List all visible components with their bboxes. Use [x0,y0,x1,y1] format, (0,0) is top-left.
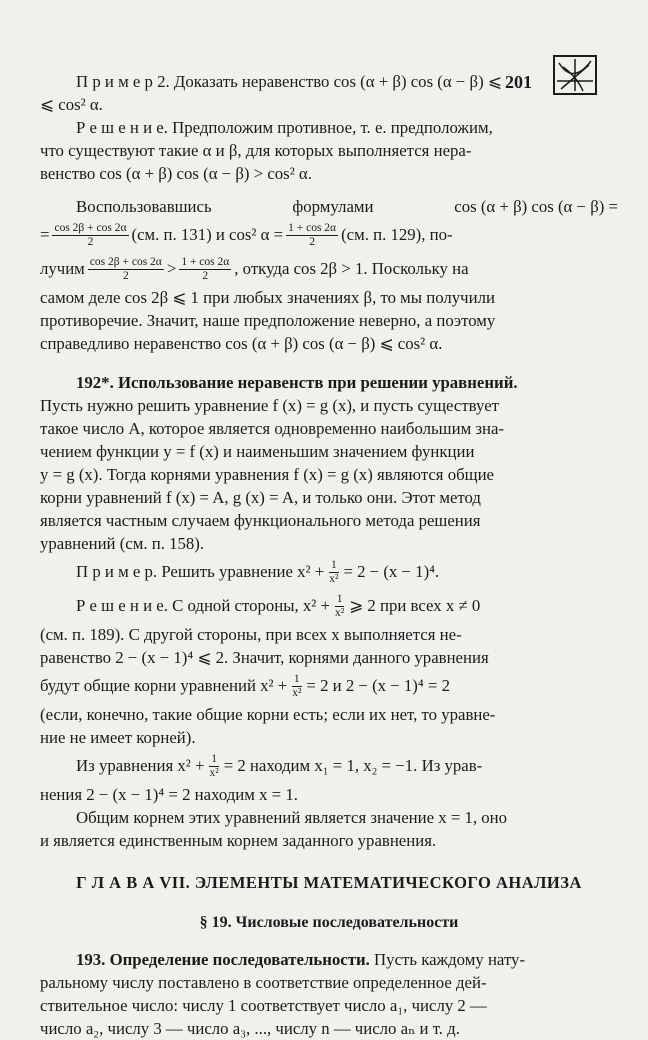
solution-2-line-3: равенство 2 − (x − 1)⁴ ⩽ 2. Значит, корнями данного уравнения [40,648,489,667]
fraction-4: $\frac{1 + \cos 2\alpha}{2}$ [181,255,230,282]
solution-1-line-6: справедливо неравенство cos (α + β) cos (α − β) ⩽ cos² α. [40,334,443,353]
fraction-8: $\frac{1}{\text{x²}}$ [209,752,219,779]
conclusion-line-1: Общим корнем этих уравнений является значение x = 1, оно [76,808,508,827]
solution-1-line-4: самом деле cos 2β ⩽ 1 при любых значениях β, то мы получили [40,288,495,307]
fraction-1: $\frac{\cos 2\beta + \cos 2\alpha}{2}$ [54,221,127,248]
fraction-7: $\frac{1}{\text{x²}}$ [292,672,302,699]
solution-2-line-2: (см. п. 189). С другой стороны, при всех x выполняется не- [40,625,462,644]
fraction-3: $\frac{\cos 2\beta + \cos 2\alpha}{2}$ [89,255,162,282]
solution-2-line-7: Из уравнения x² + $\frac{1}{\text{x²}}$ = 2 находим x₁ = 1, x₂ = −1. Из урав- [76,752,483,779]
section-193-line-4: число a₂, числу 3 — число a₃, ..., числу n — число aₙ и т. д. [40,1019,460,1038]
example-2-line: П р и м е р. Решить уравнение x² + $\frac{1}{\text{x²}}$ = 2 − (x − 1)⁴. [76,558,440,585]
formula-intro-line [40,195,618,218]
section-192-line-6: является частным случаем функционального метода решения [40,511,481,530]
solution-2-line-4: будут общие корни уравнений x² + $\frac{1}{\text{x²}}$ = 2 и 2 − (x − 1)⁴ = 2 [40,672,450,699]
solution-1-line-3: венство cos (α + β) cos (α − β) > cos² α. [40,164,312,183]
formula-intro-expr: cos (α + β) cos (α − β) = [454,197,618,216]
fraction-2: $\frac{1 + \cos 2\alpha}{2}$ [288,221,337,248]
section-193-line-3: ствительное число: числу 1 соответствует число a₁, числу 2 — [40,996,487,1015]
section-192-heading: 192*. Использование неравенств при решении уравнений. [76,373,518,392]
solution-2-line-6: ние не имеет корней). [40,728,196,747]
example-1-line-2: ⩽ cos² α. [40,95,103,114]
solution-2-line-5: (если, конечно, такие общие корни есть; если их нет, то уравне- [40,705,496,724]
section-193-heading: 193. Определение последовательности. [76,950,370,969]
example-1-line-1: П р и м е р 2. Доказать неравенство cos (α + β) cos (α − β) ⩽ [76,72,502,91]
section-192-line-4: y = g (x). Тогда корнями уравнения f (x) = g (x) являются общие [40,465,494,484]
formula-intro-word-1: Воспользовавшись [76,197,212,216]
solution-2-line-8: нения 2 − (x − 1)⁴ = 2 находим x = 1. [40,785,298,804]
formula-line-1: = $\frac{\cos 2\beta + \cos 2\alpha}{2}$ (см. п. 131) и cos² α = $\frac{1 + \cos 2\alpha}{2}$ (см. п. 129), по- [40,218,618,252]
solution-1-line-1: Р е ш е н и е. Предположим противное, т. е. предположим, [76,118,493,137]
formula-line-1-end: (см. п. 129), по- [341,225,453,244]
section-192-line-1: Пусть нужно решить уравнение f (x) = g (x), и пусть существует [40,396,499,415]
section-193-line-1: 193. Определение последовательности. Пусть каждому нату- [76,950,526,969]
section-193-line-2: ральному числу поставлено в соответствие определенное дей- [40,973,487,992]
conclusion-line-2: и является единственным корнем заданного уравнения. [40,831,437,850]
fraction-6: $\frac{1}{\text{x²}}$ [334,592,345,619]
solution-1-line-2: что существуют такие α и β, для которых выполняется нера- [40,141,472,160]
formula-intro-word-2: формулами [292,197,374,216]
formula-line-2: лучим $\frac{\cos 2\beta + \cos 2\alpha}{2}$ > $\frac{1 + \cos 2\alpha}{2}$ , откуда cos 2β > 1. Поскольку на [40,252,618,286]
fraction-5: $\frac{1}{\text{x²}}$ [329,558,339,585]
solution-2-line-1: Р е ш е н и е. С одной стороны, x² + $\frac{1}{\text{x²}}$ ⩾ 2 при всех x ≠ 0 [76,592,481,619]
section-192-line-7: уравнений (см. п. 158). [40,534,205,553]
page-number: 201 [505,72,532,92]
section-192-line-3: чением функции y = f (x) и наименьшим значением функции [40,442,475,461]
page-body [40,60,618,1040]
solution-1-line-5: противоречие. Значит, наше предположение неверно, а поэтому [40,311,496,330]
section-title: § 19. Числовые последовательности [199,914,459,931]
section-192-line-5: корни уравнений f (x) = A, g (x) = A, и только они. Этот метод [40,488,481,507]
chapter-title: Г Л А В А VII. ЭЛЕМЕНТЫ МАТЕМАТИЧЕСКОГО АНАЛИЗА [76,873,582,892]
formula-line-1-mid: (см. п. 131) и cos² α = [131,225,284,244]
section-192-line-2: такое число A, которое является одновременно наибольшим зна- [40,419,505,438]
formula-line-2-end: , откуда cos 2β > 1. Поскольку на [234,259,469,278]
